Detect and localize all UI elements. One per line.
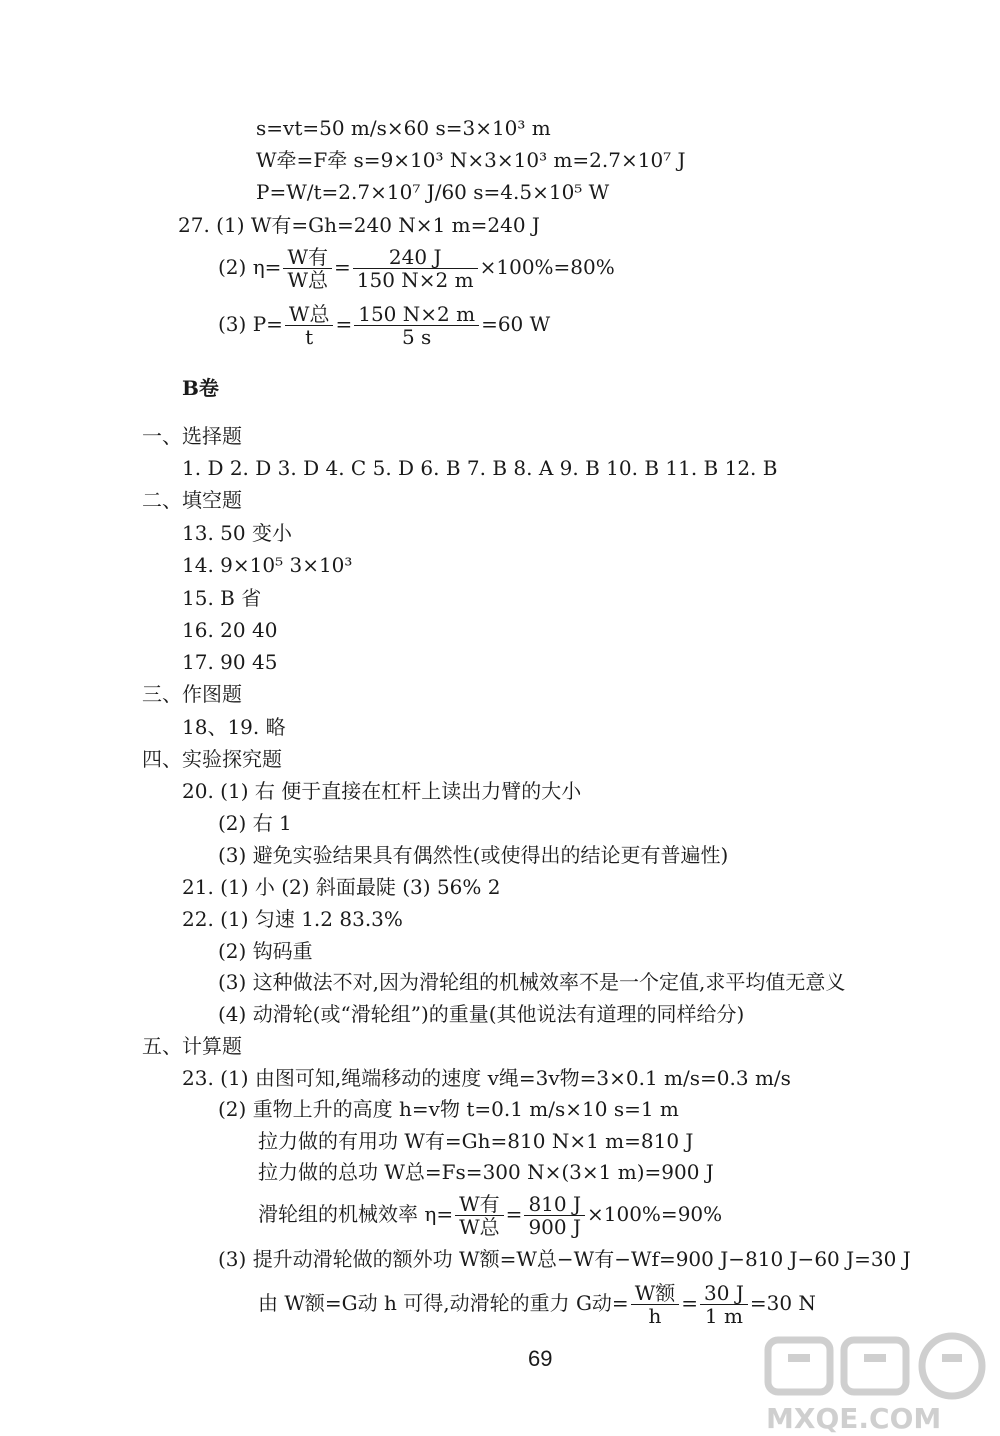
q23-efficiency-prefix: 滑轮组的机械效率 η= — [258, 1202, 454, 1226]
q23-part2-total-work: 拉力做的总功 W总=Fs=300 N×(3×1 m)=900 J — [258, 1160, 714, 1184]
q27-part3-fraction1: $\frac{\text{W总}}{t}$ — [285, 303, 334, 348]
page-number: 69 — [528, 1346, 553, 1371]
section-multiple-choice: 一、选择题 — [142, 424, 242, 448]
q20-part2: (2) 右 1 — [218, 811, 292, 835]
q23-weight-prefix: 由 W额=G动 h 可得,动滑轮的重力 G动= — [258, 1291, 629, 1315]
line-distance: s=vt=50 m/s×60 s=3×10³ m — [256, 116, 551, 140]
section-fill-blank: 二、填空题 — [142, 488, 242, 512]
q27-part3-suffix: =60 W — [481, 312, 551, 336]
q20-part3: (3) 避免实验结果具有偶然性(或使得出的结论更有普遍性) — [218, 843, 729, 867]
q15: 15. B 省 — [182, 586, 262, 610]
q23-part2-height: (2) 重物上升的高度 h=v物 t=0.1 m/s×10 s=1 m — [218, 1097, 679, 1121]
q13: 13. 50 变小 — [182, 521, 292, 545]
q23-part2-useful-work: 拉力做的有用功 W有=Gh=810 N×1 m=810 J — [258, 1129, 694, 1153]
q23-weight-suffix: =30 N — [749, 1291, 816, 1315]
q27-part2-suffix: ×100%=80% — [479, 255, 615, 279]
line-power: P=W/t=2.7×10⁷ J/60 s=4.5×10⁵ W — [256, 180, 610, 204]
q27-part3-prefix: (3) P= — [218, 312, 283, 336]
q16: 16. 20 40 — [182, 618, 278, 642]
q27-part2-prefix: (2) η= — [218, 255, 282, 279]
section-experiment: 四、实验探究题 — [142, 747, 282, 771]
q23-efficiency-fraction1: $\frac{\text{W有}}{\text{W总}}$ — [455, 1193, 504, 1238]
section-calculation: 五、计算题 — [142, 1034, 242, 1058]
q22-part2: (2) 钩码重 — [218, 939, 313, 963]
q23-part3-extra-work: (3) 提升动滑轮做的额外功 W额=W总−W有−Wf=900 J−810 J−60 J=30 J — [218, 1247, 911, 1271]
q23-weight-fraction1: $\frac{\text{W额}}{h}$ — [631, 1282, 680, 1327]
q22-part3: (3) 这种做法不对,因为滑轮组的机械效率不是一个定值,求平均值无意义 — [218, 970, 846, 994]
q20-part1: 20. (1) 右 便于直接在杠杆上读出力臂的大小 — [182, 779, 582, 803]
q18-19: 18、19. 略 — [182, 715, 286, 739]
q27-part2-fraction1: $\frac{\text{W有}}{\text{W总}}$ — [283, 246, 332, 291]
q23-part1: 23. (1) 由图可知,绳端移动的速度 v绳=3v物=3×0.1 m/s=0.3 m/s — [182, 1066, 791, 1090]
q17: 17. 90 45 — [182, 650, 278, 674]
q23-part3-pulley-weight: 由 W额=G动 h 可得,动滑轮的重力 G动= $\frac{\text{W额}}{h}$ = $\frac{30 J}{1 m}$ =30 N — [258, 1281, 816, 1328]
line-work: W牵=F牵 s=9×10³ N×3×10³ m=2.7×10⁷ J — [256, 148, 686, 172]
q27-part3: (3) P= $\frac{\text{W总}}{t}$ = $\frac{150 N\times 2 m}{5 s}$ =60 W — [218, 302, 551, 349]
q27-part1: 27. (1) W有=Gh=240 N×1 m=240 J — [178, 213, 540, 237]
q22-part1: 22. (1) 匀速 1.2 83.3% — [182, 907, 403, 931]
q23-efficiency-fraction2: $\frac{810 J}{900 J}$ — [524, 1193, 585, 1238]
q23-part2-efficiency: 滑轮组的机械效率 η= $\frac{\text{W有}}{\text{W总}}$ = $\frac{810 J}{900 J}$ ×100%=90% — [258, 1192, 723, 1239]
q27-part3-fraction2: $\frac{150 N\times 2 m}{5 s}$ — [354, 303, 479, 348]
q27-part2: (2) η= $\frac{\text{W有}}{\text{W总}}$ = $\frac{240 J}{150 N\times 2 m}$ ×100%=80% — [218, 245, 615, 292]
q27-part2-fraction2: $\frac{240 J}{150 N\times 2 m}$ — [353, 246, 478, 291]
q23-efficiency-suffix: ×100%=90% — [587, 1202, 723, 1226]
section-drawing: 三、作图题 — [142, 682, 242, 706]
mc-answers: 1. D 2. D 3. D 4. C 5. D 6. B 7. B 8. A 9. B 10. B 11. B 12. B — [182, 456, 778, 480]
watermark-site-text: MXQE.COM — [766, 1402, 942, 1435]
q14: 14. 9×10⁵ 3×10³ — [182, 553, 353, 577]
q23-weight-fraction2: $\frac{30 J}{1 m}$ — [700, 1282, 748, 1327]
q22-part4: (4) 动滑轮(或“滑轮组”)的重量(其他说法有道理的同样给分) — [218, 1002, 745, 1026]
watermark-logo — [760, 1330, 1000, 1436]
part-b-title: B卷 — [182, 376, 219, 400]
q21: 21. (1) 小 (2) 斜面最陡 (3) 56% 2 — [182, 875, 501, 899]
